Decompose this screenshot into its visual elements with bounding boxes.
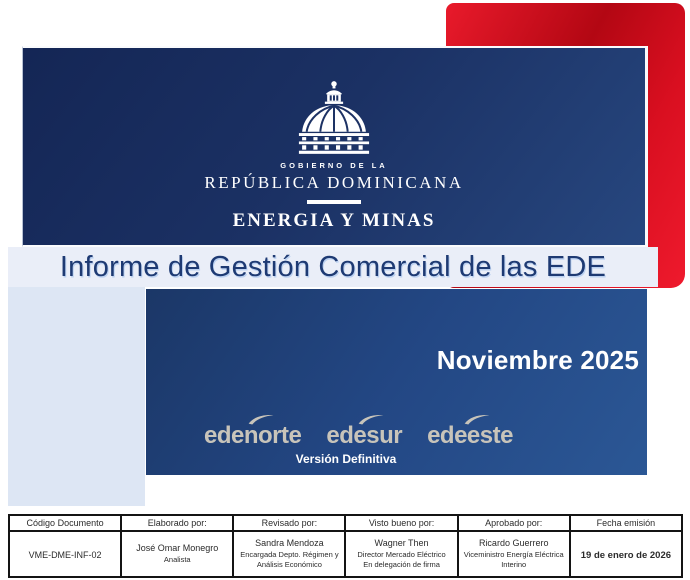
document-approval-table bbox=[8, 514, 683, 578]
edesur-swoosh-icon bbox=[357, 414, 385, 425]
edenorte-logo-text: edenorte bbox=[204, 422, 302, 449]
government-line: GOBIERNO DE LA bbox=[280, 161, 388, 170]
title-banner bbox=[8, 247, 658, 287]
elaborado-name: José Omar Monegro bbox=[136, 543, 219, 554]
aprobado-note: Interino bbox=[501, 560, 527, 569]
period-panel bbox=[146, 289, 647, 475]
ministry-name: ENERGIA Y MINAS bbox=[232, 210, 436, 231]
edenorte-swoosh-icon bbox=[247, 414, 275, 425]
edeeste-logo bbox=[427, 415, 513, 448]
table-row bbox=[9, 531, 682, 577]
aprobado-name: Ricardo Guerrero bbox=[478, 538, 549, 549]
visto-name: Wagner Then bbox=[374, 538, 429, 549]
cell-codigo-documento bbox=[9, 531, 121, 577]
cell-visto-bueno-por bbox=[345, 531, 457, 577]
elaborado-role: Analista bbox=[163, 555, 191, 565]
table-header-row bbox=[9, 515, 682, 531]
hero-divider bbox=[307, 200, 361, 204]
cell-aprobado-por bbox=[458, 531, 570, 577]
report-title: Informe de Gestión Comercial de las EDE bbox=[59, 250, 607, 283]
cell-elaborado-por bbox=[121, 531, 233, 577]
header-codigo-documento: Código Documento bbox=[9, 515, 121, 531]
header-elaborado-por: Elaborado por: bbox=[121, 515, 233, 531]
edesur-logo-text: edesur bbox=[326, 422, 403, 449]
edeeste-swoosh-icon bbox=[463, 414, 491, 425]
ede-logos-row bbox=[204, 415, 513, 448]
cell-revisado-por bbox=[233, 531, 345, 577]
revisado-name: Sandra Mendoza bbox=[255, 538, 324, 549]
emission-date: 19 de enero de 2026 bbox=[580, 550, 672, 561]
capitol-dome-icon bbox=[293, 80, 375, 157]
aprobado-role: Viceministro Energía Eléctrica bbox=[463, 550, 564, 560]
document-code: VME-DME-INF-02 bbox=[28, 550, 102, 560]
header-revisado-por: Revisado por: bbox=[233, 515, 345, 531]
report-month: Noviembre 2025 bbox=[436, 345, 639, 375]
header-aprobado-por: Aprobado por: bbox=[458, 515, 570, 531]
edesur-logo bbox=[326, 415, 402, 448]
revisado-role: Encargada Depto. Régimen y Análisis Económico bbox=[240, 550, 339, 569]
version-label: Versión Definitiva bbox=[295, 452, 397, 466]
header-visto-bueno-por: Visto bueno por: bbox=[345, 515, 457, 531]
cell-fecha-emision bbox=[570, 531, 682, 577]
header-fecha-emision: Fecha emisión bbox=[570, 515, 682, 531]
visto-role: Director Mercado Eléctrico bbox=[357, 550, 446, 560]
visto-note: En delegación de firma bbox=[363, 560, 440, 569]
republic-name: REPÚBLICA DOMINICANA bbox=[204, 173, 464, 192]
edeeste-logo-text: edeeste bbox=[427, 422, 513, 449]
edenorte-logo bbox=[204, 415, 301, 448]
government-hero-panel bbox=[22, 46, 648, 247]
